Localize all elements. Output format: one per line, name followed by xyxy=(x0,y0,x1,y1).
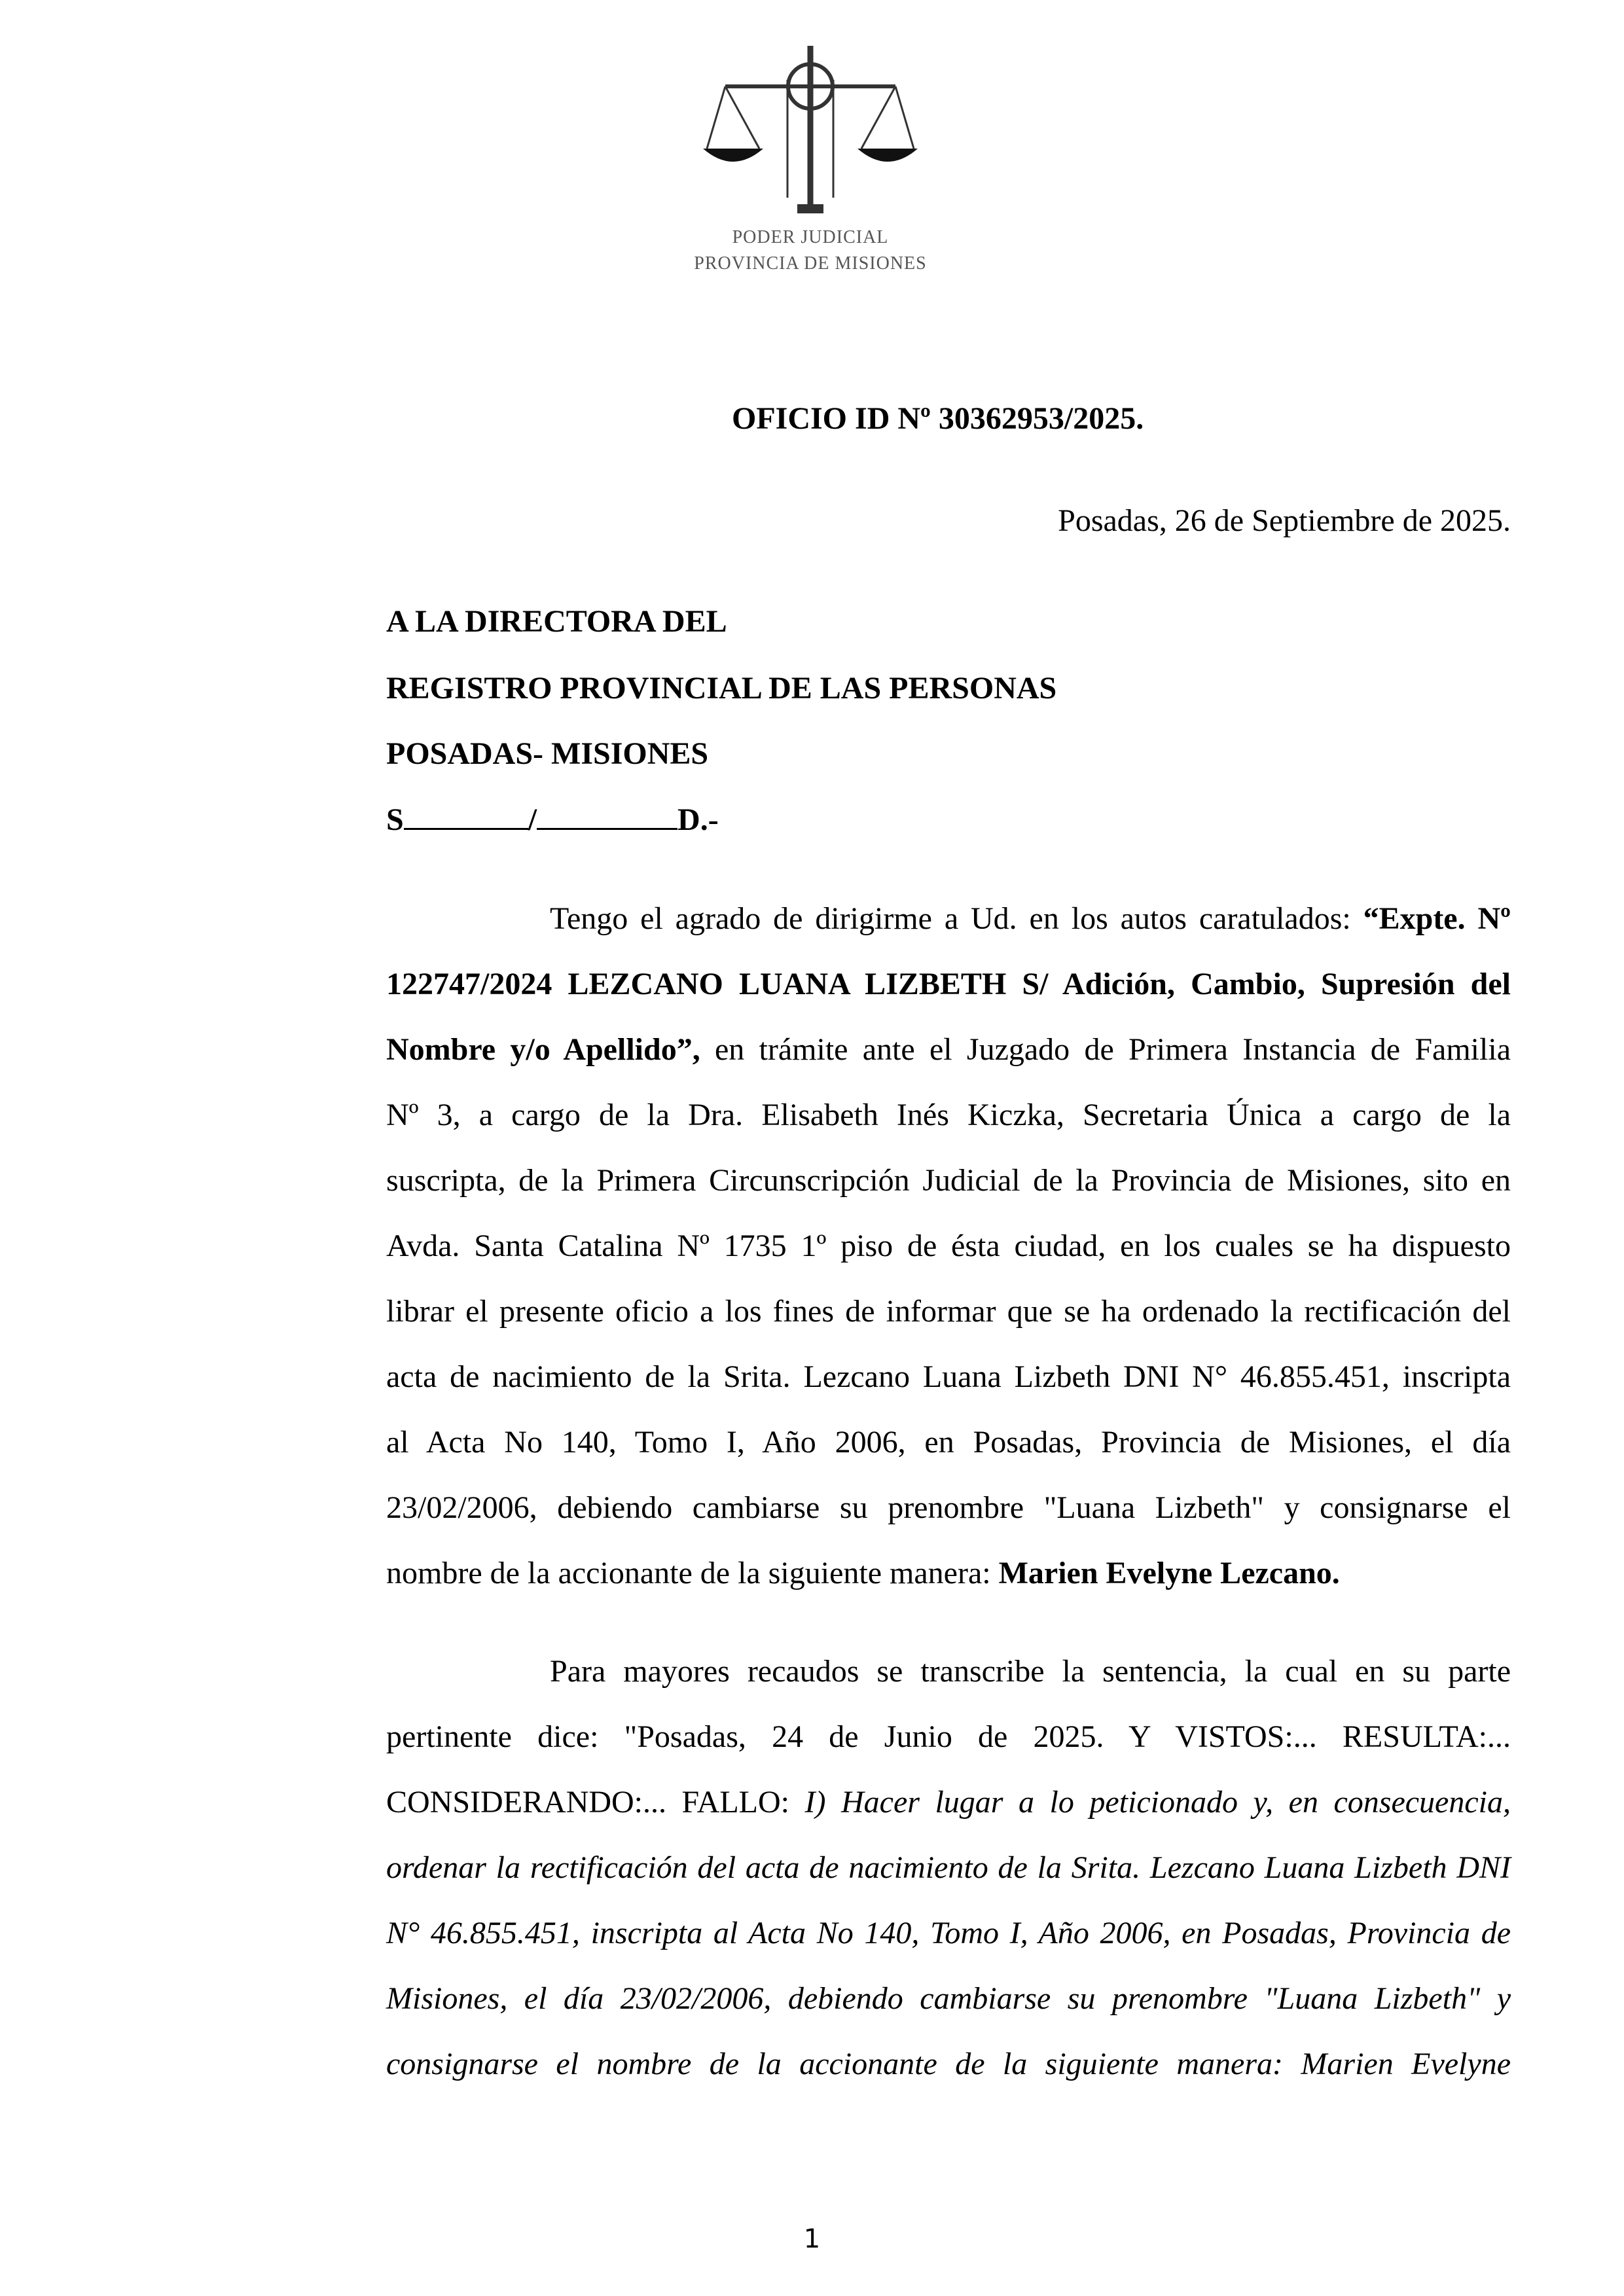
p1-line-2: 122747/2024 LEZCANO LUANA LIZBETH S/ Adición, Cambio, Supresión del xyxy=(386,967,1511,1001)
p2-line-1: Para mayores recaudos se transcribe la sentencia, la cual en su parte xyxy=(550,1654,1511,1689)
p1-text: en trámite ante el Juzgado de Primera Instancia de Familia xyxy=(700,1032,1511,1067)
sd-underline-2 xyxy=(537,800,677,830)
p1-bold: Marien Evelyne Lezcano. xyxy=(998,1556,1340,1590)
addressee-line-3: POSADAS- MISIONES xyxy=(386,736,709,771)
p2-italic: I) Hacer lugar a lo peticionado y, en consecuencia, xyxy=(804,1785,1511,1820)
addressee-line-2: REGISTRO PROVINCIAL DE LAS PERSONAS xyxy=(386,671,1057,706)
balance-scale-seal-icon xyxy=(699,41,922,224)
p1-line-1 xyxy=(550,899,1511,939)
logo-text-poder-judicial: PODER JUDICIAL xyxy=(732,227,889,247)
p1-line-6: Avda. Santa Catalina Nº 1735 1º piso de ésta ciudad, en los cuales se ha dispuesto xyxy=(386,1229,1511,1263)
sd-d: D.- xyxy=(677,802,719,837)
p1-line-3 xyxy=(386,1030,1511,1069)
addressee-line-1: A LA DIRECTORA DEL xyxy=(386,604,727,639)
p1-line-7: librar el presente oficio a los fines de informar que se ha ordenado la rectificación del xyxy=(386,1294,1511,1329)
p1-text: nombre de la accionante de la siguiente manera: xyxy=(386,1556,999,1590)
p1-line-5: suscripta, de la Primera Circunscripción Judicial de la Provincia de Misiones, sito en xyxy=(386,1163,1511,1198)
p1-line-11 xyxy=(386,1554,1511,1593)
p1-line-10: 23/02/2006, debiendo cambiarse su prenombre "Luana Lizbeth" y consignarse el xyxy=(386,1490,1511,1525)
p1-line-8: acta de nacimiento de la Srita. Lezcano Luana Lizbeth DNI N° 46.855.451, inscripta xyxy=(386,1359,1511,1394)
sd-s: S xyxy=(386,802,404,837)
p2-line-5: N° 46.855.451, inscripta al Acta No 140, Tomo I, Año 2006, en Posadas, Provincia de xyxy=(386,1916,1511,1950)
p2-text: CONSIDERANDO:... FALLO: xyxy=(386,1785,805,1820)
sd-underline-1 xyxy=(404,800,528,830)
document-date: Posadas, 26 de Septiembre de 2025. xyxy=(1058,503,1511,538)
judicial-seal-logo xyxy=(666,41,954,289)
logo-text-provincia: PROVINCIA DE MISIONES xyxy=(694,253,927,274)
p1-bold: Nombre y/o Apellido”, xyxy=(386,1032,700,1067)
p2-line-4: ordenar la rectificación del acta de nacimiento de la Srita. Lezcano Luana Lizbeth DNI xyxy=(386,1850,1511,1885)
p1-line-4: Nº 3, a cargo de la Dra. Elisabeth Inés Kiczka, Secretaria Única a cargo de la xyxy=(386,1098,1511,1132)
p1-bold: “Expte. Nº xyxy=(1363,901,1511,936)
salutation-sd xyxy=(386,800,719,838)
p2-line-6: Misiones, el día 23/02/2006, debiendo cambiarse su prenombre "Luana Lizbeth" y xyxy=(386,1981,1511,2016)
page-number: 1 xyxy=(803,2224,821,2254)
oficio-title: OFICIO ID Nº 30362953/2025. xyxy=(732,401,1144,436)
p2-line-3 xyxy=(386,1783,1511,1822)
p2-line-7: consignarse el nombre de la accionante de la siguiente manera: Marien Evelyne xyxy=(386,2047,1511,2081)
sd-slash: / xyxy=(528,802,537,837)
p2-line-2: pertinente dice: "Posadas, 24 de Junio de 2025. Y VISTOS:... RESULTA:... xyxy=(386,1719,1511,1754)
p1-line-9: al Acta No 140, Tomo I, Año 2006, en Posadas, Provincia de Misiones, el día xyxy=(386,1425,1511,1460)
p1-text: Tengo el agrado de dirigirme a Ud. en los autos caratulados: xyxy=(550,901,1363,936)
